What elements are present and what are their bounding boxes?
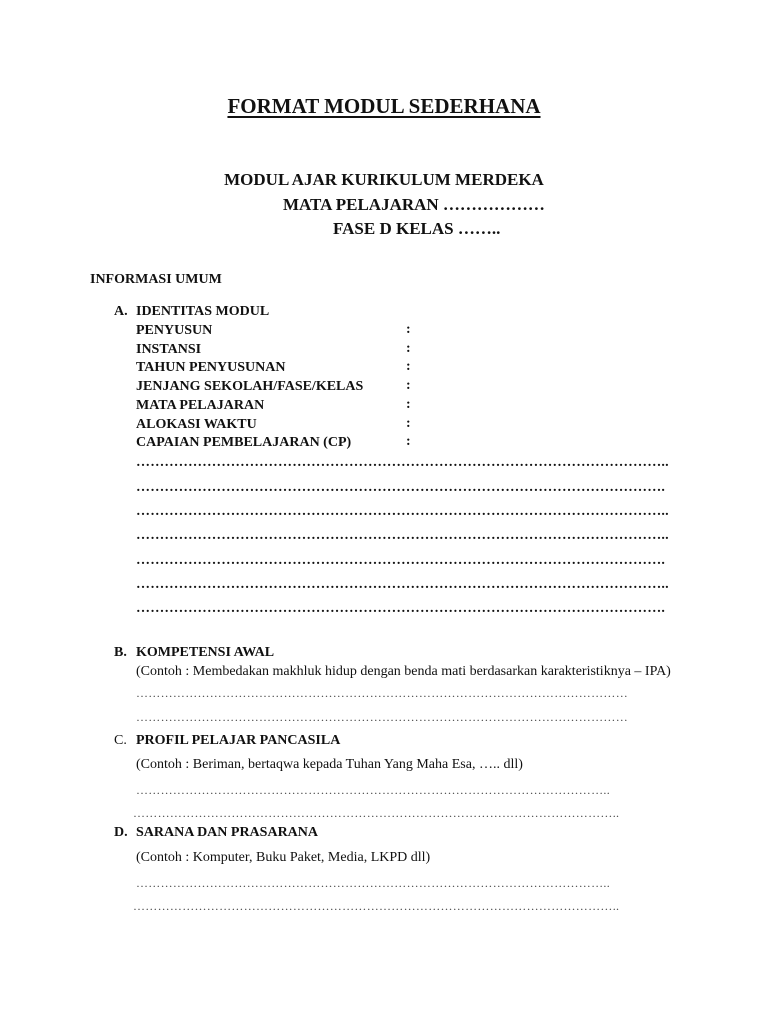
- field-cp-colon: :: [406, 434, 411, 449]
- section-d-heading: SARANA DAN PRASARANA: [136, 825, 319, 840]
- field-cp-label: CAPAIAN PEMBELAJARAN (CP): [136, 435, 352, 450]
- section-b-dot-line: …………………………………………………………………………………………………………: [136, 710, 628, 724]
- document-title: FORMAT MODUL SEDERHANA: [227, 94, 541, 118]
- section-b-dot-line: …………………………………………………………………………………………………………: [136, 686, 628, 700]
- field-instansi-colon: :: [406, 341, 411, 356]
- cp-dot-line: …………………………………………………………………………………………………..: [136, 528, 669, 543]
- field-tahun-label: TAHUN PENYUSUNAN: [136, 360, 286, 375]
- field-alokasi-label: ALOKASI WAKTU: [136, 417, 257, 432]
- informasi-umum-heading: INFORMASI UMUM: [90, 272, 222, 287]
- subtitle-line-2: MATA PELAJARAN ………………: [283, 195, 545, 214]
- field-penyusun-label: PENYUSUN: [136, 323, 213, 338]
- section-c-letter: C.: [114, 733, 127, 748]
- section-d-dot-line: ……………………………………………………………………………………………………..: [136, 876, 610, 890]
- section-d-dot-line: ………………………………………………………………………………………………………..: [133, 899, 620, 913]
- field-tahun-colon: :: [406, 359, 411, 374]
- section-a-letter: A.: [114, 304, 128, 319]
- section-c-heading: PROFIL PELAJAR PANCASILA: [136, 733, 341, 748]
- section-c-example: (Contoh : Beriman, bertaqwa kepada Tuhan Yang Maha Esa, ….. dll): [136, 757, 523, 772]
- field-penyusun-colon: :: [406, 322, 411, 337]
- section-c-dot-line: ……………………………………………………………………………………………………..: [136, 783, 610, 797]
- field-jenjang-label: JENJANG SEKOLAH/FASE/KELAS: [136, 379, 364, 394]
- field-alokasi-colon: :: [406, 416, 411, 431]
- field-mapel-label: MATA PELAJARAN: [136, 398, 265, 413]
- section-d-example: (Contoh : Komputer, Buku Paket, Media, LKPD dll): [136, 850, 431, 865]
- cp-dot-line: …………………………………………………………………………………………………..: [136, 504, 669, 519]
- field-mapel-colon: :: [406, 397, 411, 412]
- cp-dot-line: ………………………………………………………………………………………………….: [136, 601, 666, 616]
- section-b-example: (Contoh : Membedakan makhluk hidup dengan benda mati berdasarkan karakteristiknya – IPA): [136, 664, 671, 679]
- field-jenjang-colon: :: [406, 378, 411, 393]
- cp-dot-line: ………………………………………………………………………………………………….: [136, 553, 666, 568]
- section-a-heading: IDENTITAS MODUL: [136, 304, 270, 319]
- cp-dot-line: …………………………………………………………………………………………………..: [136, 577, 669, 592]
- subtitle-line-1: [0, 170, 768, 190]
- section-d-letter: D.: [114, 825, 128, 840]
- cp-dot-line: …………………………………………………………………………………………………..: [136, 455, 669, 470]
- field-instansi-label: INSTANSI: [136, 342, 202, 357]
- cp-dot-line: ………………………………………………………………………………………………….: [136, 480, 666, 495]
- subtitle-line-3: FASE D KELAS ……..: [333, 219, 501, 238]
- section-c-dot-line: ………………………………………………………………………………………………………..: [133, 806, 620, 820]
- section-b-heading: KOMPETENSI AWAL: [136, 645, 275, 660]
- section-b-letter: B.: [114, 645, 127, 660]
- subtitle-text-1: MODUL AJAR KURIKULUM MERDEKA: [224, 170, 544, 189]
